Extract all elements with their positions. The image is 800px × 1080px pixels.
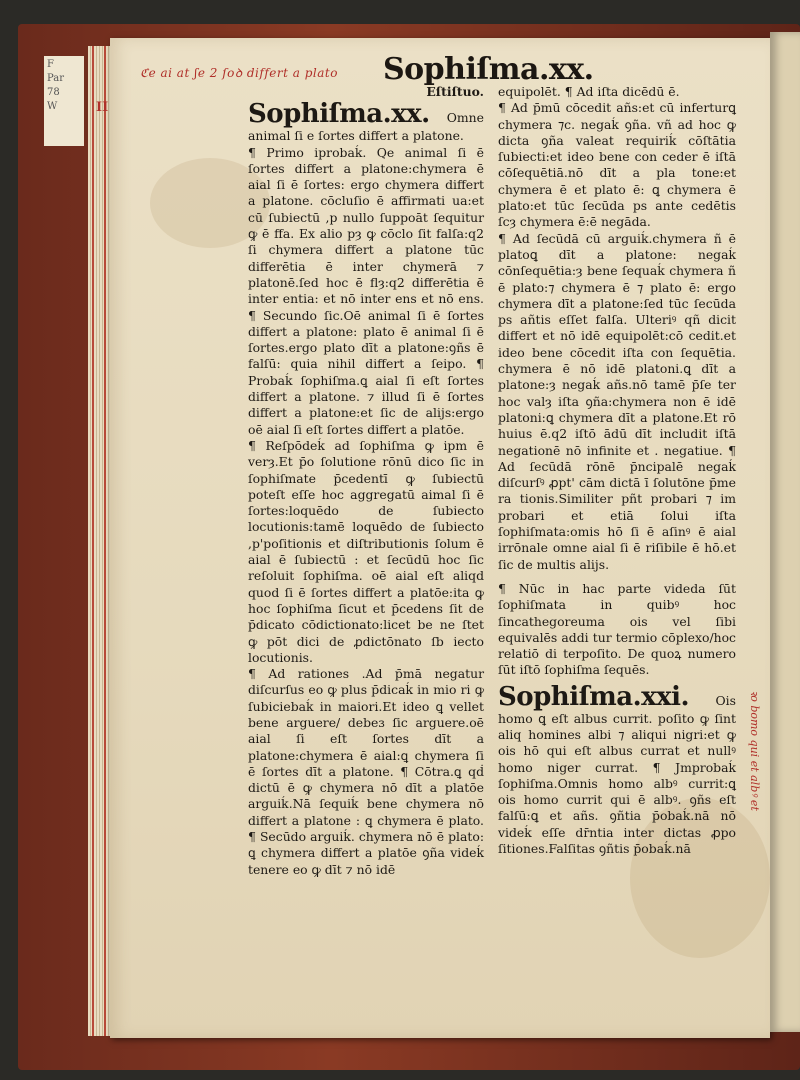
edge-rule (104, 46, 106, 1036)
text-paragraph: ¶ Ad ſecūdā cū arguiḱ.chymera ñ ē platoꝗ dīt a platone: negaḱ cōnſequētia:ȝ bene ſequaḱ chymera ñ ē plato:⁊ chymera ē ⁊ plato ē: ergo chymera dīt a platone:ſed tūc ſecūda ps añtis eſſet falſa. Ulteriꝰ qñ dicit differt et nō idē equipolēt:cō cedit.et ideo bene cōcedit iſta con ſequētia. chymera ē nō idē platoni.ꝗ dīt a platone:ȝ negaḱ añs.nō tamē p̄ſe ter hoc valȝ iſta ꝯña:chymera non ē idē platoni:ꝗ chymera dīt a platone.Et rō huius ē.q2 iſtō ādū dīt includit iſtā negationē nō infinite et . negatiue. ¶ Ad ſecūdā rōnē p̄ncipalē negaḱ diſcurſꝰ ꝓpt' cām dictā ī ſolutōne p̄me ra tionis.Similiter pñt probari ⁊ im probari et etiā ſolui iſta ſophiſmata:omis hō ſi ē aſinꝰ ē aial irrōnale omne aial ſi ē riſibile ē hō.et ſic de multis alijs. (498, 230, 736, 572)
shelf-label-text: F Par 78 W (47, 59, 65, 112)
text-paragraph: Ois homo ꝗ eſt albus currit. poſito ꝙ ſint aliq homines albi ⁊ aliqui nigri:et ꝙ ois hō qui eſt albus currat et nullꝰ homo niger currat. ¶ Jmprobaḱ ſophiſma.Omnis homo albꝰ currit:ꝗ ois homo currit qui ē albꝰ. ꝯñs eſt falſū:ꝗ et añs. ꝯñtia p̄obaḱ.nā nō videḱ eſſe dr̄ntia inter dictas ꝓpo ſitiones.Falſitas ꝯñtis p̄obaḱ.nā (498, 692, 736, 857)
text-paragraph: ¶ Nūc in hac parte videda ſūt ſophiſmata in quibꝰ hoc ſincathegoreuma ois vel ſibi equivalēs addi tur termio cōplexo/hoc relatiō di terpoſito. De quoꝝ numero ſūt iſtō ſophiſma ſequēs. (498, 580, 736, 678)
text-paragraph: ¶ Primo iprobaḱ. Qe animal ſi ē ſortes differt a platone:chymera ē aial ſi ē ſortes: ergo chymera differt a platone. cōcluſio ē affirmati ua:et cū ſubiectū ,p nullo ſuppoāt ſequitur ꝙ ē ffa. Ex alio pȝ ꝙ cōclo ſit falſa:q2 ſi chymera differt a platone tūc differētia ē inter chymerā ⁊ platonē.ſed hoc ē flȝ:q2 differētia ē inter entia: et nō inter ens et nō ens. ¶ Secundo ſic.Oē animal ſi ē ſortes differt a platone: plato ē animal ſi ē ſortes.ergo plato dīt a platone:ꝯñs ē falſū: quia nihil differt a ſeipo. ¶ Probaḱ ſophiſma.ꝗ aial ſi eſt ſortes differt a platone. ⁊ illud ſi ē ſortes differt a platone:et ſic de alijs:ergo oē aial ſi eſt ſortes differt a platōe. (248, 144, 484, 437)
left-text-column (248, 84, 484, 878)
text-paragraph: ¶ Ad p̄mū cōcedit añs:et cū inferturꝗ chymera ⁊c. negaḱ ꝯña. vñ ad hoc ꝙ dicta ꝯña valeat requiriḱ cōſtātia ſubiecti:et ideo bene con ceder ē iſtā cōſequētiā.nō dīt a pla tone:et chymera ē et plato ē: ꝗ chymera ē plato:et tūc ſecūda ps ante cedētis ſcȝ chymera ē:ē negāda. (498, 100, 736, 230)
text-paragraph: ¶ Reſpōdeḱ ad ſophiſma ꝙ ipm ē verȝ.Et p̄o ſolutione rōnū dico ſic in ſophiſmate p̄cedentī ꝙ ſubiectū poteſt eſſe hoc aggregatū aimal ſi ē ſortes:loquēdo de ſubiecto locutionis:tamē loquēdo de ſubiecto ,p'poſitionis et diſtributionis ſolum ē aial ē ſubiectū : et ſecūdū hoc ſic reſoluit ſophiſma. oē aial eſt aliqd quod ſi ē ſortes differt a platōe:ita ꝙ hoc ſophiſma ſicut et p̄cedens ſit de p̄dicato cōdictionato:licet be ne ſtet ꝙ pōt dici de ꝓdictōnato ſb iecto locutionis. (248, 437, 484, 665)
right-text-column (498, 84, 736, 857)
text-paragraph: equipolēt. ¶ Ad iſta dicēdū ē. (498, 84, 680, 99)
running-head: Sophiſma.xx. (383, 52, 594, 87)
shelf-label (44, 56, 84, 146)
sophisma-title: Sophiſma.xxi. (498, 681, 690, 712)
spine-mark: II (96, 100, 109, 115)
edge-rule (92, 46, 94, 1036)
marginal-annotation: ℭe ai at ʃe 2 ſoꝺ differt a plato (140, 66, 338, 80)
facing-page-edge (770, 32, 800, 1032)
text-paragraph: Omne animal ſi e ſortes differt a platone. (248, 110, 484, 144)
section-subhead: Eſtiſtuo. (426, 84, 484, 99)
text-paragraph: ¶ Ad rationes .Ad p̄mā negatur diſcurſus eo ꝙ plus p̄dicaḱ in mio ri ꝙ ſubiciebaḱ in maiori.Et ideo ꝗ vellet bene arguere/ debeɜ ſic arguere.oē aial ſi eſt ſortes dīt a platone:chymera ē aial:ꝗ chymera ſi ē ſortes dīt a platone. ¶ Cōtra.ꝗ qḋ dictū ē ꝙ chymera nō dīt a platōe arguiḱ.Nā ſequiḱ bene chymera nō differt a platone : ꝗ chymera ē plato. ¶ Secūdo arguiḱ. chymera nō ē plato: ꝗ chymera differt a platōe ꝯña videḱ tenere eo ꝙ dīt ⁊ nō idē (248, 666, 484, 877)
marginal-annotation-right: ꝛo bomo qui et albꝰ et (748, 690, 761, 811)
sophisma-title: Sophiſma.xx. (248, 99, 430, 130)
